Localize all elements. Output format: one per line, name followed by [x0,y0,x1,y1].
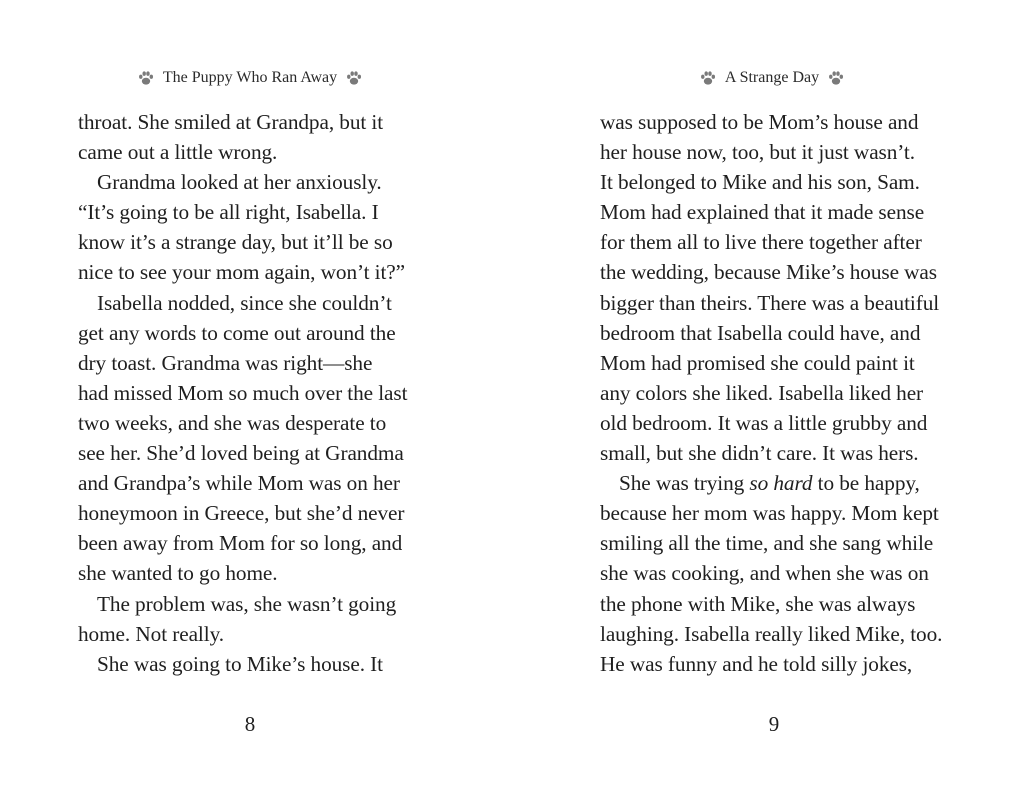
text-line: the wedding, because Mike’s house was [600,260,937,285]
text-line: Isabella nodded, since she couldn’t [97,290,392,315]
text-line: throat. She smiled at Grandpa, but it [78,110,384,134]
text-line: see her. She’d loved being at Grandma [78,441,404,466]
text-line: any colors she liked. Isabella liked her [600,380,924,405]
running-head-right [512,64,1024,92]
text-line: Mom had explained that it made sense [600,200,925,225]
text-line: for them all to live there together after [600,230,922,255]
text-line: had missed Mom so much over the last [78,380,408,405]
text-line: and Grandpa’s while Mom was on her [78,471,400,496]
text-line: dry toast. Grandma was right—she [78,350,373,375]
text-line: the phone with Mike, she was always [600,591,916,616]
text-line: she was cooking, and when she was on [600,561,929,586]
text-line: get any words to come out around the [78,320,396,345]
paw-print-icon [137,69,155,87]
paw-print-icon [827,69,845,87]
text-line: It belonged to Mike and his son, Sam. [600,170,920,195]
running-head-title: A Strange Day [724,69,820,86]
text-line: know it’s a strange day, but it’ll be so [78,230,393,255]
text-line: because her mom was happy. Mom kept [600,501,939,526]
text-line: Mom had promised she could paint it [600,350,915,375]
running-head-title: The Puppy Who Ran Away [162,69,338,86]
text-fragment: She was trying [619,471,750,496]
text-line: bigger than theirs. There was a beautiful [600,290,940,315]
body-text-left [78,107,407,679]
text-line: been away from Mom for so long, and [78,531,403,556]
text-line: small, but she didn’t care. It was hers. [600,441,919,466]
text-line: “It’s going to be all right, Isabella. I [78,200,379,225]
text-line: old bedroom. It was a little grubby and [600,410,928,435]
text-fragment: to be happy, [812,471,920,496]
paw-print-icon [699,69,717,87]
right-page [512,0,1024,788]
page-number-right: 9 [768,712,780,736]
text-line: Grandma looked at her anxiously. [97,170,382,195]
text-line: home. Not really. [78,621,224,646]
text-line: She was going to Mike’s house. It [97,651,383,676]
paw-print-icon [345,69,363,87]
text-line: two weeks, and she was desperate to [78,410,387,435]
text-line: bedroom that Isabella could have, and [600,320,921,345]
text-line: smiling all the time, and she sang while [600,531,934,556]
text-line: nice to see your mom again, won’t it?” [78,260,405,285]
text-line: came out a little wrong. [78,140,278,165]
body-text-right [600,107,942,679]
text-line: He was funny and he told silly jokes, [600,651,913,676]
text-line: honeymoon in Greece, but she’d never [78,501,405,526]
text-line: laughing. Isabella really liked Mike, too. [600,621,943,646]
text-line-italic-emphasis [600,468,942,498]
text-line: The problem was, she wasn’t going [97,591,397,616]
text-line: was supposed to be Mom’s house and [600,110,919,134]
page-number-left: 8 [244,712,256,736]
running-head-left [0,64,500,92]
italic-emphasis: so hard [749,471,813,496]
text-line: her house now, too, but it just wasn’t. [600,140,915,165]
text-line: she wanted to go home. [78,561,278,586]
